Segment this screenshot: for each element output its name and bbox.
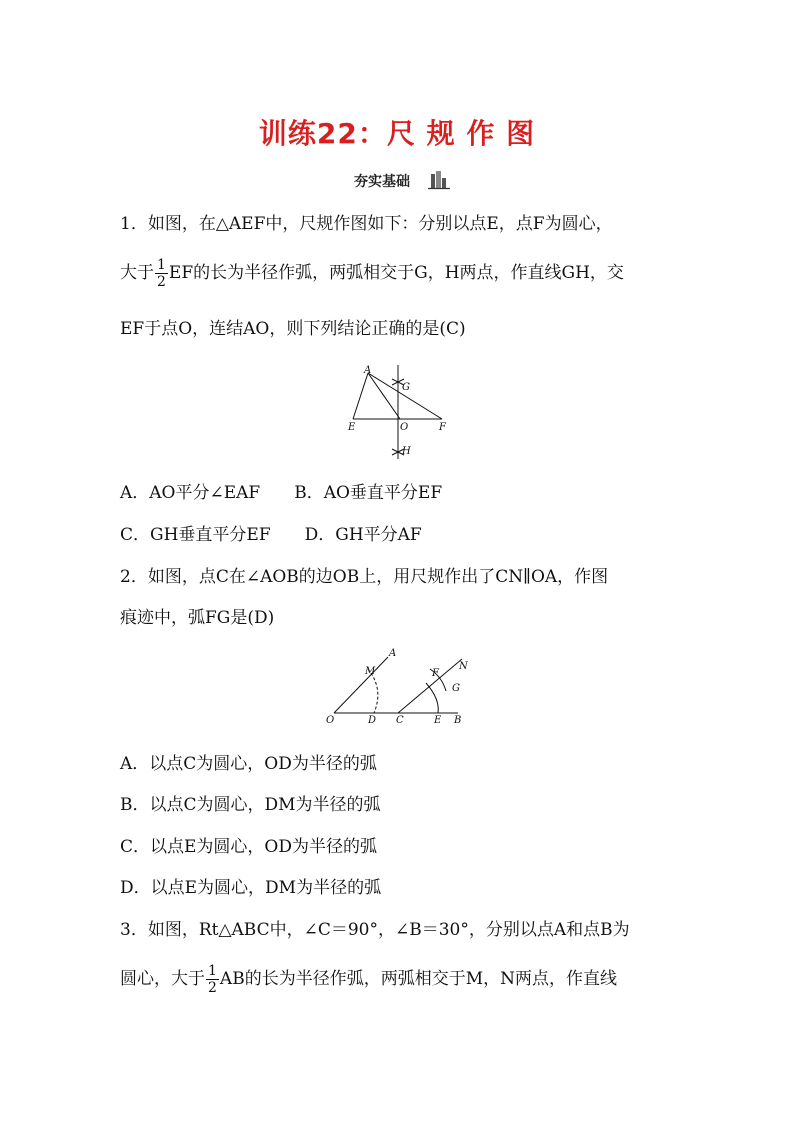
q2-option-d: D．以点E为圆心，DM为半径的弧 xyxy=(120,878,382,898)
q1-options-row1: A．AO平分∠EAF B．AO垂直平分EF xyxy=(120,483,443,503)
fig2-label-G: G xyxy=(452,683,460,694)
fig2-label-C: C xyxy=(396,715,404,726)
page-title: 训练22：尺 规 作 图 xyxy=(258,117,536,150)
fraction-numerator: 1 xyxy=(157,257,166,273)
q1-figure xyxy=(340,363,455,463)
q2-figure xyxy=(318,645,468,727)
q2-line1: 2．如图，点C在∠AOB的边OB上，用尺规作出了CN∥OA，作图 xyxy=(120,567,609,587)
q2-line2: 痕迹中，弧FG是(D) xyxy=(120,608,275,628)
q3-line2-pre: 圆心，大于 xyxy=(120,969,205,989)
section-label: 夯实基础 xyxy=(354,174,410,190)
q1-line3: EF于点O，连结AO，则下列结论正确的是(C) xyxy=(120,319,466,339)
fig2-label-M: M xyxy=(365,666,376,677)
q3-line1: 3．如图，Rt△ABC中，∠C＝90°，∠B＝30°，分别以点A和点B为 xyxy=(120,920,630,940)
fig2-label-D: D xyxy=(368,715,377,726)
fraction-denominator: 2 xyxy=(208,980,217,996)
q3-line2 xyxy=(120,963,617,996)
fraction-half xyxy=(155,257,168,290)
q1-options-row2: C．GH垂直平分EF D．GH平分AF xyxy=(120,525,422,545)
fig1-label-H: H xyxy=(402,446,411,457)
q1-line2-post: EF的长为半径作弧，两弧相交于G，H两点，作直线GH，交 xyxy=(168,263,624,283)
fig1-label-F: F xyxy=(439,422,446,433)
fraction-half xyxy=(206,963,219,996)
fraction-numerator: 1 xyxy=(208,963,217,979)
fig2-label-F: F xyxy=(432,668,439,679)
building-icon xyxy=(428,170,450,190)
fig1-label-O: O xyxy=(400,422,409,433)
fig1-label-A: A xyxy=(364,365,372,376)
q3-line2-post: AB的长为半径作弧，两弧相交于M，N两点，作直线 xyxy=(219,969,617,989)
fig2-label-B: B xyxy=(454,715,462,726)
fig2-label-A: A xyxy=(389,648,397,659)
q2-option-a: A．以点C为圆心，OD为半径的弧 xyxy=(120,754,377,774)
q2-option-c: C．以点E为圆心，OD为半径的弧 xyxy=(120,837,377,857)
q1-line2-pre: 大于 xyxy=(120,263,154,283)
q1-line1: 1．如图，在△AEF中，尺规作图如下：分别以点E，点F为圆心， xyxy=(120,214,613,234)
fig2-label-E: E xyxy=(434,715,442,726)
fig1-label-G: G xyxy=(402,382,410,393)
fraction-denominator: 2 xyxy=(157,274,166,290)
fig1-label-E: E xyxy=(348,422,356,433)
fig2-label-O: O xyxy=(326,715,335,726)
q1-line2 xyxy=(120,257,624,290)
q2-option-b: B．以点C为圆心，DM为半径的弧 xyxy=(120,795,381,815)
fig2-label-N: N xyxy=(459,661,468,672)
